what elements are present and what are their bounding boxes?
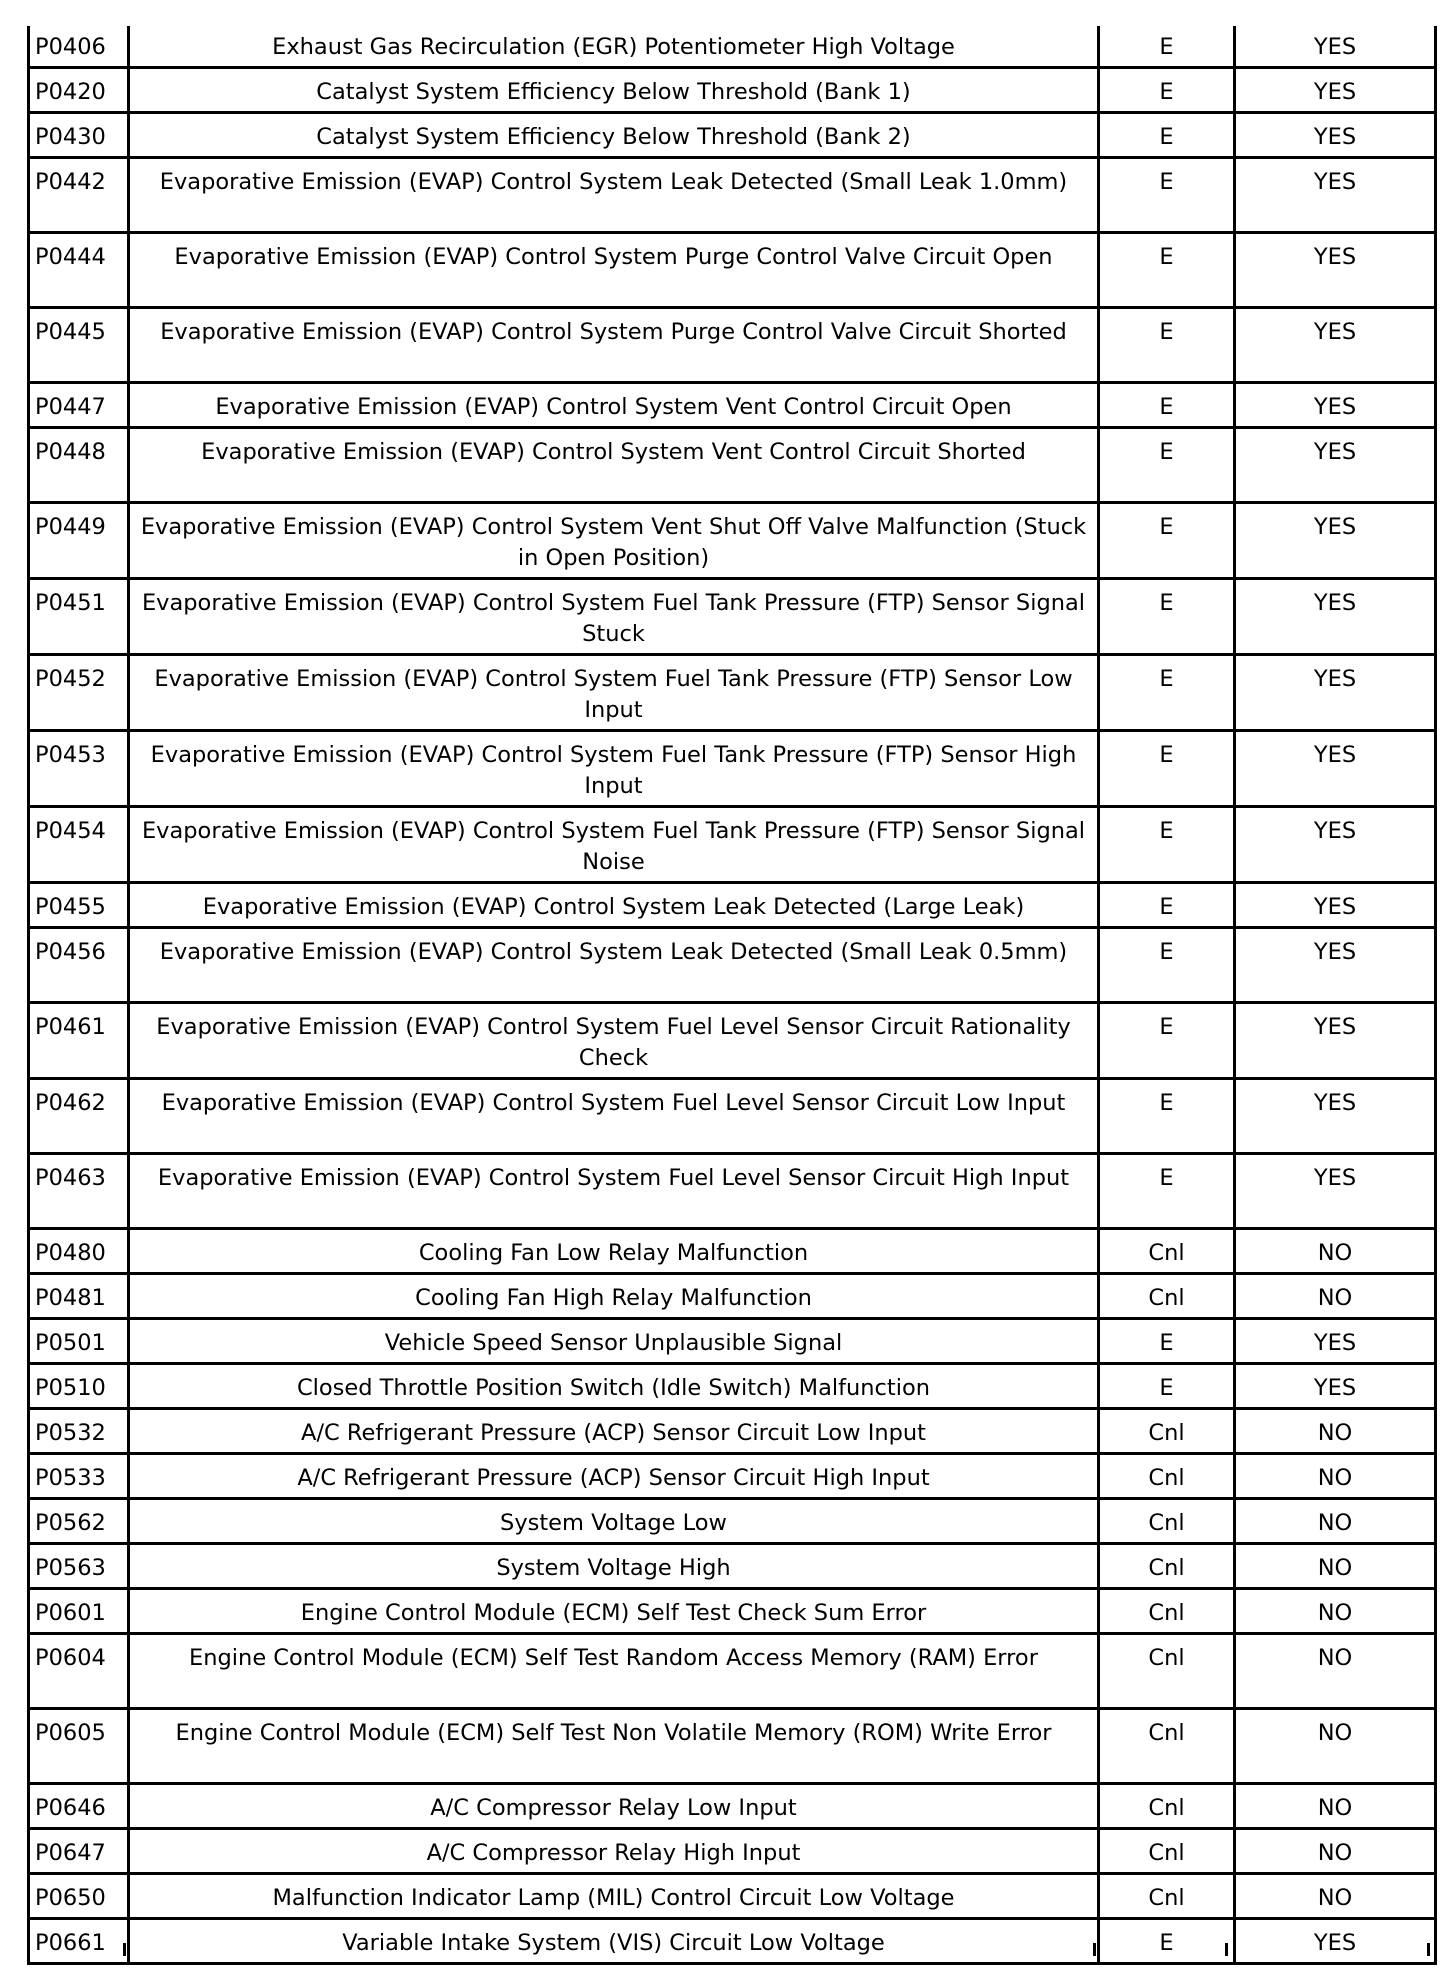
dtc-description-cell: Exhaust Gas Recirculation (EGR) Potentiometer High Voltage <box>129 26 1099 68</box>
table-row <box>29 1709 1436 1784</box>
dtc-code-cell: P0449 <box>29 503 129 579</box>
dtc-code-cell: P0646 <box>29 1784 129 1829</box>
mil-cell: YES <box>1235 113 1436 158</box>
dtc-code-cell: P0605 <box>29 1709 129 1784</box>
dtc-description-cell: Malfunction Indicator Lamp (MIL) Control Circuit Low Voltage <box>129 1874 1099 1919</box>
dtc-description-cell: Cooling Fan High Relay Malfunction <box>129 1274 1099 1319</box>
dtc-code-cell: P0563 <box>29 1544 129 1589</box>
mil-cell: NO <box>1235 1589 1436 1634</box>
mil-cell: NO <box>1235 1709 1436 1784</box>
dtc-description-cell: Evaporative Emission (EVAP) Control System Fuel Tank Pressure (FTP) Sensor Low Input <box>129 655 1099 731</box>
table-row <box>29 731 1436 807</box>
dtc-description-cell: Evaporative Emission (EVAP) Control System Vent Shut Off Valve Malfunction (Stuck in Open Position) <box>129 503 1099 579</box>
dtc-code-cell: P0430 <box>29 113 129 158</box>
table-row <box>29 233 1436 308</box>
table-row <box>29 807 1436 883</box>
dtc-code-cell: P0562 <box>29 1499 129 1544</box>
dtc-type-cell: E <box>1099 807 1235 883</box>
table-row <box>29 1784 1436 1829</box>
mil-cell: YES <box>1235 503 1436 579</box>
dtc-description-cell: A/C Compressor Relay Low Input <box>129 1784 1099 1829</box>
table-continuation-line <box>1225 1943 1228 1956</box>
dtc-description-cell: Evaporative Emission (EVAP) Control System Fuel Tank Pressure (FTP) Sensor Signal Noise <box>129 807 1099 883</box>
dtc-type-cell: E <box>1099 428 1235 503</box>
mil-cell: YES <box>1235 1364 1436 1409</box>
dtc-description-cell: A/C Refrigerant Pressure (ACP) Sensor Circuit High Input <box>129 1454 1099 1499</box>
mil-cell: YES <box>1235 928 1436 1003</box>
mil-cell: YES <box>1235 1079 1436 1154</box>
table-row <box>29 503 1436 579</box>
mil-cell: YES <box>1235 655 1436 731</box>
table-continuation-line <box>1427 1943 1430 1956</box>
dtc-type-cell: Cnl <box>1099 1784 1235 1829</box>
dtc-description-cell: Catalyst System Efficiency Below Threshold (Bank 2) <box>129 113 1099 158</box>
dtc-code-cell: P0461 <box>29 1003 129 1079</box>
mil-cell: YES <box>1235 383 1436 428</box>
dtc-code-cell: P0452 <box>29 655 129 731</box>
dtc-type-cell: E <box>1099 928 1235 1003</box>
dtc-code-cell: P0510 <box>29 1364 129 1409</box>
dtc-description-cell: Evaporative Emission (EVAP) Control System Purge Control Valve Circuit Open <box>129 233 1099 308</box>
dtc-description-cell: System Voltage Low <box>129 1499 1099 1544</box>
table-row <box>29 308 1436 383</box>
dtc-code-cell: P0448 <box>29 428 129 503</box>
dtc-code-cell: P0447 <box>29 383 129 428</box>
dtc-type-cell: E <box>1099 68 1235 113</box>
mil-cell: NO <box>1235 1409 1436 1454</box>
mil-cell: NO <box>1235 1874 1436 1919</box>
mil-cell: YES <box>1235 1003 1436 1079</box>
table-row <box>29 579 1436 655</box>
dtc-description-cell: Evaporative Emission (EVAP) Control System Fuel Level Sensor Circuit Rationality Check <box>129 1003 1099 1079</box>
dtc-code-cell: P0661 <box>29 1919 129 1964</box>
table-row <box>29 1079 1436 1154</box>
table-row <box>29 1634 1436 1709</box>
mil-cell: YES <box>1235 233 1436 308</box>
mil-cell: YES <box>1235 1919 1436 1964</box>
dtc-code-cell: P0463 <box>29 1154 129 1229</box>
dtc-code-cell: P0533 <box>29 1454 129 1499</box>
table-row <box>29 1919 1436 1964</box>
table-continuation-line <box>123 1943 126 1956</box>
mil-cell: YES <box>1235 807 1436 883</box>
dtc-description-cell: Vehicle Speed Sensor Unplausible Signal <box>129 1319 1099 1364</box>
dtc-code-cell: P0501 <box>29 1319 129 1364</box>
dtc-type-cell: E <box>1099 1154 1235 1229</box>
dtc-description-cell: System Voltage High <box>129 1544 1099 1589</box>
dtc-description-cell: Evaporative Emission (EVAP) Control System Purge Control Valve Circuit Shorted <box>129 308 1099 383</box>
dtc-type-cell: Cnl <box>1099 1454 1235 1499</box>
mil-cell: NO <box>1235 1829 1436 1874</box>
dtc-description-cell: Evaporative Emission (EVAP) Control System Vent Control Circuit Shorted <box>129 428 1099 503</box>
table-row <box>29 158 1436 233</box>
dtc-type-cell: Cnl <box>1099 1499 1235 1544</box>
table-row <box>29 26 1436 68</box>
dtc-type-cell: Cnl <box>1099 1829 1235 1874</box>
mil-cell: YES <box>1235 1154 1436 1229</box>
dtc-type-cell: E <box>1099 503 1235 579</box>
dtc-code-cell: P0650 <box>29 1874 129 1919</box>
mil-cell: NO <box>1235 1274 1436 1319</box>
table-row <box>29 1319 1436 1364</box>
table-row <box>29 1454 1436 1499</box>
mil-cell: YES <box>1235 1319 1436 1364</box>
dtc-description-cell: Cooling Fan Low Relay Malfunction <box>129 1229 1099 1274</box>
table-row <box>29 113 1436 158</box>
dtc-description-cell: Evaporative Emission (EVAP) Control System Fuel Tank Pressure (FTP) Sensor Signal Stuck <box>129 579 1099 655</box>
dtc-type-cell: E <box>1099 579 1235 655</box>
dtc-code-cell: P0601 <box>29 1589 129 1634</box>
dtc-code-cell: P0451 <box>29 579 129 655</box>
dtc-code-cell: P0462 <box>29 1079 129 1154</box>
dtc-code-cell: P0481 <box>29 1274 129 1319</box>
dtc-description-cell: A/C Compressor Relay High Input <box>129 1829 1099 1874</box>
dtc-description-cell: Evaporative Emission (EVAP) Control System Leak Detected (Large Leak) <box>129 883 1099 928</box>
mil-cell: YES <box>1235 158 1436 233</box>
mil-cell: NO <box>1235 1454 1436 1499</box>
table-continuation-line <box>27 1943 30 1956</box>
dtc-description-cell: Engine Control Module (ECM) Self Test Check Sum Error <box>129 1589 1099 1634</box>
mil-cell: NO <box>1235 1229 1436 1274</box>
table-row <box>29 1589 1436 1634</box>
dtc-code-cell: P0442 <box>29 158 129 233</box>
dtc-type-cell: E <box>1099 1079 1235 1154</box>
dtc-type-cell: E <box>1099 883 1235 928</box>
mil-cell: NO <box>1235 1499 1436 1544</box>
dtc-code-cell: P0445 <box>29 308 129 383</box>
dtc-code-cell: P0420 <box>29 68 129 113</box>
dtc-description-cell: Closed Throttle Position Switch (Idle Switch) Malfunction <box>129 1364 1099 1409</box>
mil-cell: NO <box>1235 1634 1436 1709</box>
table-row <box>29 1544 1436 1589</box>
dtc-table-body <box>29 26 1436 1964</box>
dtc-table <box>27 26 1437 1965</box>
table-row <box>29 1499 1436 1544</box>
dtc-type-cell: Cnl <box>1099 1274 1235 1319</box>
dtc-type-cell: Cnl <box>1099 1544 1235 1589</box>
dtc-description-cell: Evaporative Emission (EVAP) Control System Fuel Tank Pressure (FTP) Sensor High Input <box>129 731 1099 807</box>
dtc-description-cell: Evaporative Emission (EVAP) Control System Fuel Level Sensor Circuit Low Input <box>129 1079 1099 1154</box>
table-row <box>29 1154 1436 1229</box>
dtc-description-cell: Evaporative Emission (EVAP) Control System Leak Detected (Small Leak 0.5mm) <box>129 928 1099 1003</box>
dtc-code-cell: P0453 <box>29 731 129 807</box>
table-row <box>29 1003 1436 1079</box>
dtc-code-cell: P0456 <box>29 928 129 1003</box>
dtc-type-cell: E <box>1099 26 1235 68</box>
dtc-type-cell: Cnl <box>1099 1409 1235 1454</box>
dtc-code-cell: P0480 <box>29 1229 129 1274</box>
dtc-code-cell: P0406 <box>29 26 129 68</box>
mil-cell: YES <box>1235 308 1436 383</box>
table-row <box>29 1229 1436 1274</box>
table-row <box>29 68 1436 113</box>
dtc-type-cell: E <box>1099 233 1235 308</box>
table-row <box>29 655 1436 731</box>
dtc-code-cell: P0454 <box>29 807 129 883</box>
table-row <box>29 428 1436 503</box>
table-row <box>29 1874 1436 1919</box>
mil-cell: YES <box>1235 68 1436 113</box>
dtc-description-cell: Engine Control Module (ECM) Self Test Random Access Memory (RAM) Error <box>129 1634 1099 1709</box>
dtc-type-cell: E <box>1099 158 1235 233</box>
dtc-type-cell: E <box>1099 1319 1235 1364</box>
table-row <box>29 883 1436 928</box>
mil-cell: YES <box>1235 26 1436 68</box>
dtc-type-cell: E <box>1099 731 1235 807</box>
dtc-description-cell: Engine Control Module (ECM) Self Test Non Volatile Memory (ROM) Write Error <box>129 1709 1099 1784</box>
dtc-description-cell: A/C Refrigerant Pressure (ACP) Sensor Circuit Low Input <box>129 1409 1099 1454</box>
dtc-type-cell: E <box>1099 308 1235 383</box>
dtc-type-cell: Cnl <box>1099 1589 1235 1634</box>
dtc-code-cell: P0647 <box>29 1829 129 1874</box>
dtc-type-cell: E <box>1099 113 1235 158</box>
dtc-type-cell: Cnl <box>1099 1634 1235 1709</box>
mil-cell: NO <box>1235 1544 1436 1589</box>
dtc-type-cell: Cnl <box>1099 1229 1235 1274</box>
table-row <box>29 1364 1436 1409</box>
dtc-code-cell: P0604 <box>29 1634 129 1709</box>
dtc-type-cell: Cnl <box>1099 1874 1235 1919</box>
table-continuation-line <box>1093 1943 1096 1956</box>
mil-cell: NO <box>1235 1784 1436 1829</box>
mil-cell: YES <box>1235 731 1436 807</box>
mil-cell: YES <box>1235 428 1436 503</box>
dtc-description-cell: Variable Intake System (VIS) Circuit Low Voltage <box>129 1919 1099 1964</box>
dtc-type-cell: E <box>1099 1364 1235 1409</box>
dtc-type-cell: E <box>1099 1919 1235 1964</box>
table-row <box>29 383 1436 428</box>
dtc-type-cell: E <box>1099 383 1235 428</box>
dtc-description-cell: Evaporative Emission (EVAP) Control System Fuel Level Sensor Circuit High Input <box>129 1154 1099 1229</box>
table-row <box>29 1409 1436 1454</box>
mil-cell: YES <box>1235 579 1436 655</box>
dtc-type-cell: E <box>1099 1003 1235 1079</box>
dtc-code-cell: P0532 <box>29 1409 129 1454</box>
table-row <box>29 928 1436 1003</box>
dtc-description-cell: Evaporative Emission (EVAP) Control System Leak Detected (Small Leak 1.0mm) <box>129 158 1099 233</box>
dtc-type-cell: Cnl <box>1099 1709 1235 1784</box>
dtc-description-cell: Catalyst System Efficiency Below Threshold (Bank 1) <box>129 68 1099 113</box>
table-row <box>29 1829 1436 1874</box>
dtc-description-cell: Evaporative Emission (EVAP) Control System Vent Control Circuit Open <box>129 383 1099 428</box>
dtc-type-cell: E <box>1099 655 1235 731</box>
dtc-code-cell: P0444 <box>29 233 129 308</box>
mil-cell: YES <box>1235 883 1436 928</box>
table-row <box>29 1274 1436 1319</box>
dtc-code-cell: P0455 <box>29 883 129 928</box>
